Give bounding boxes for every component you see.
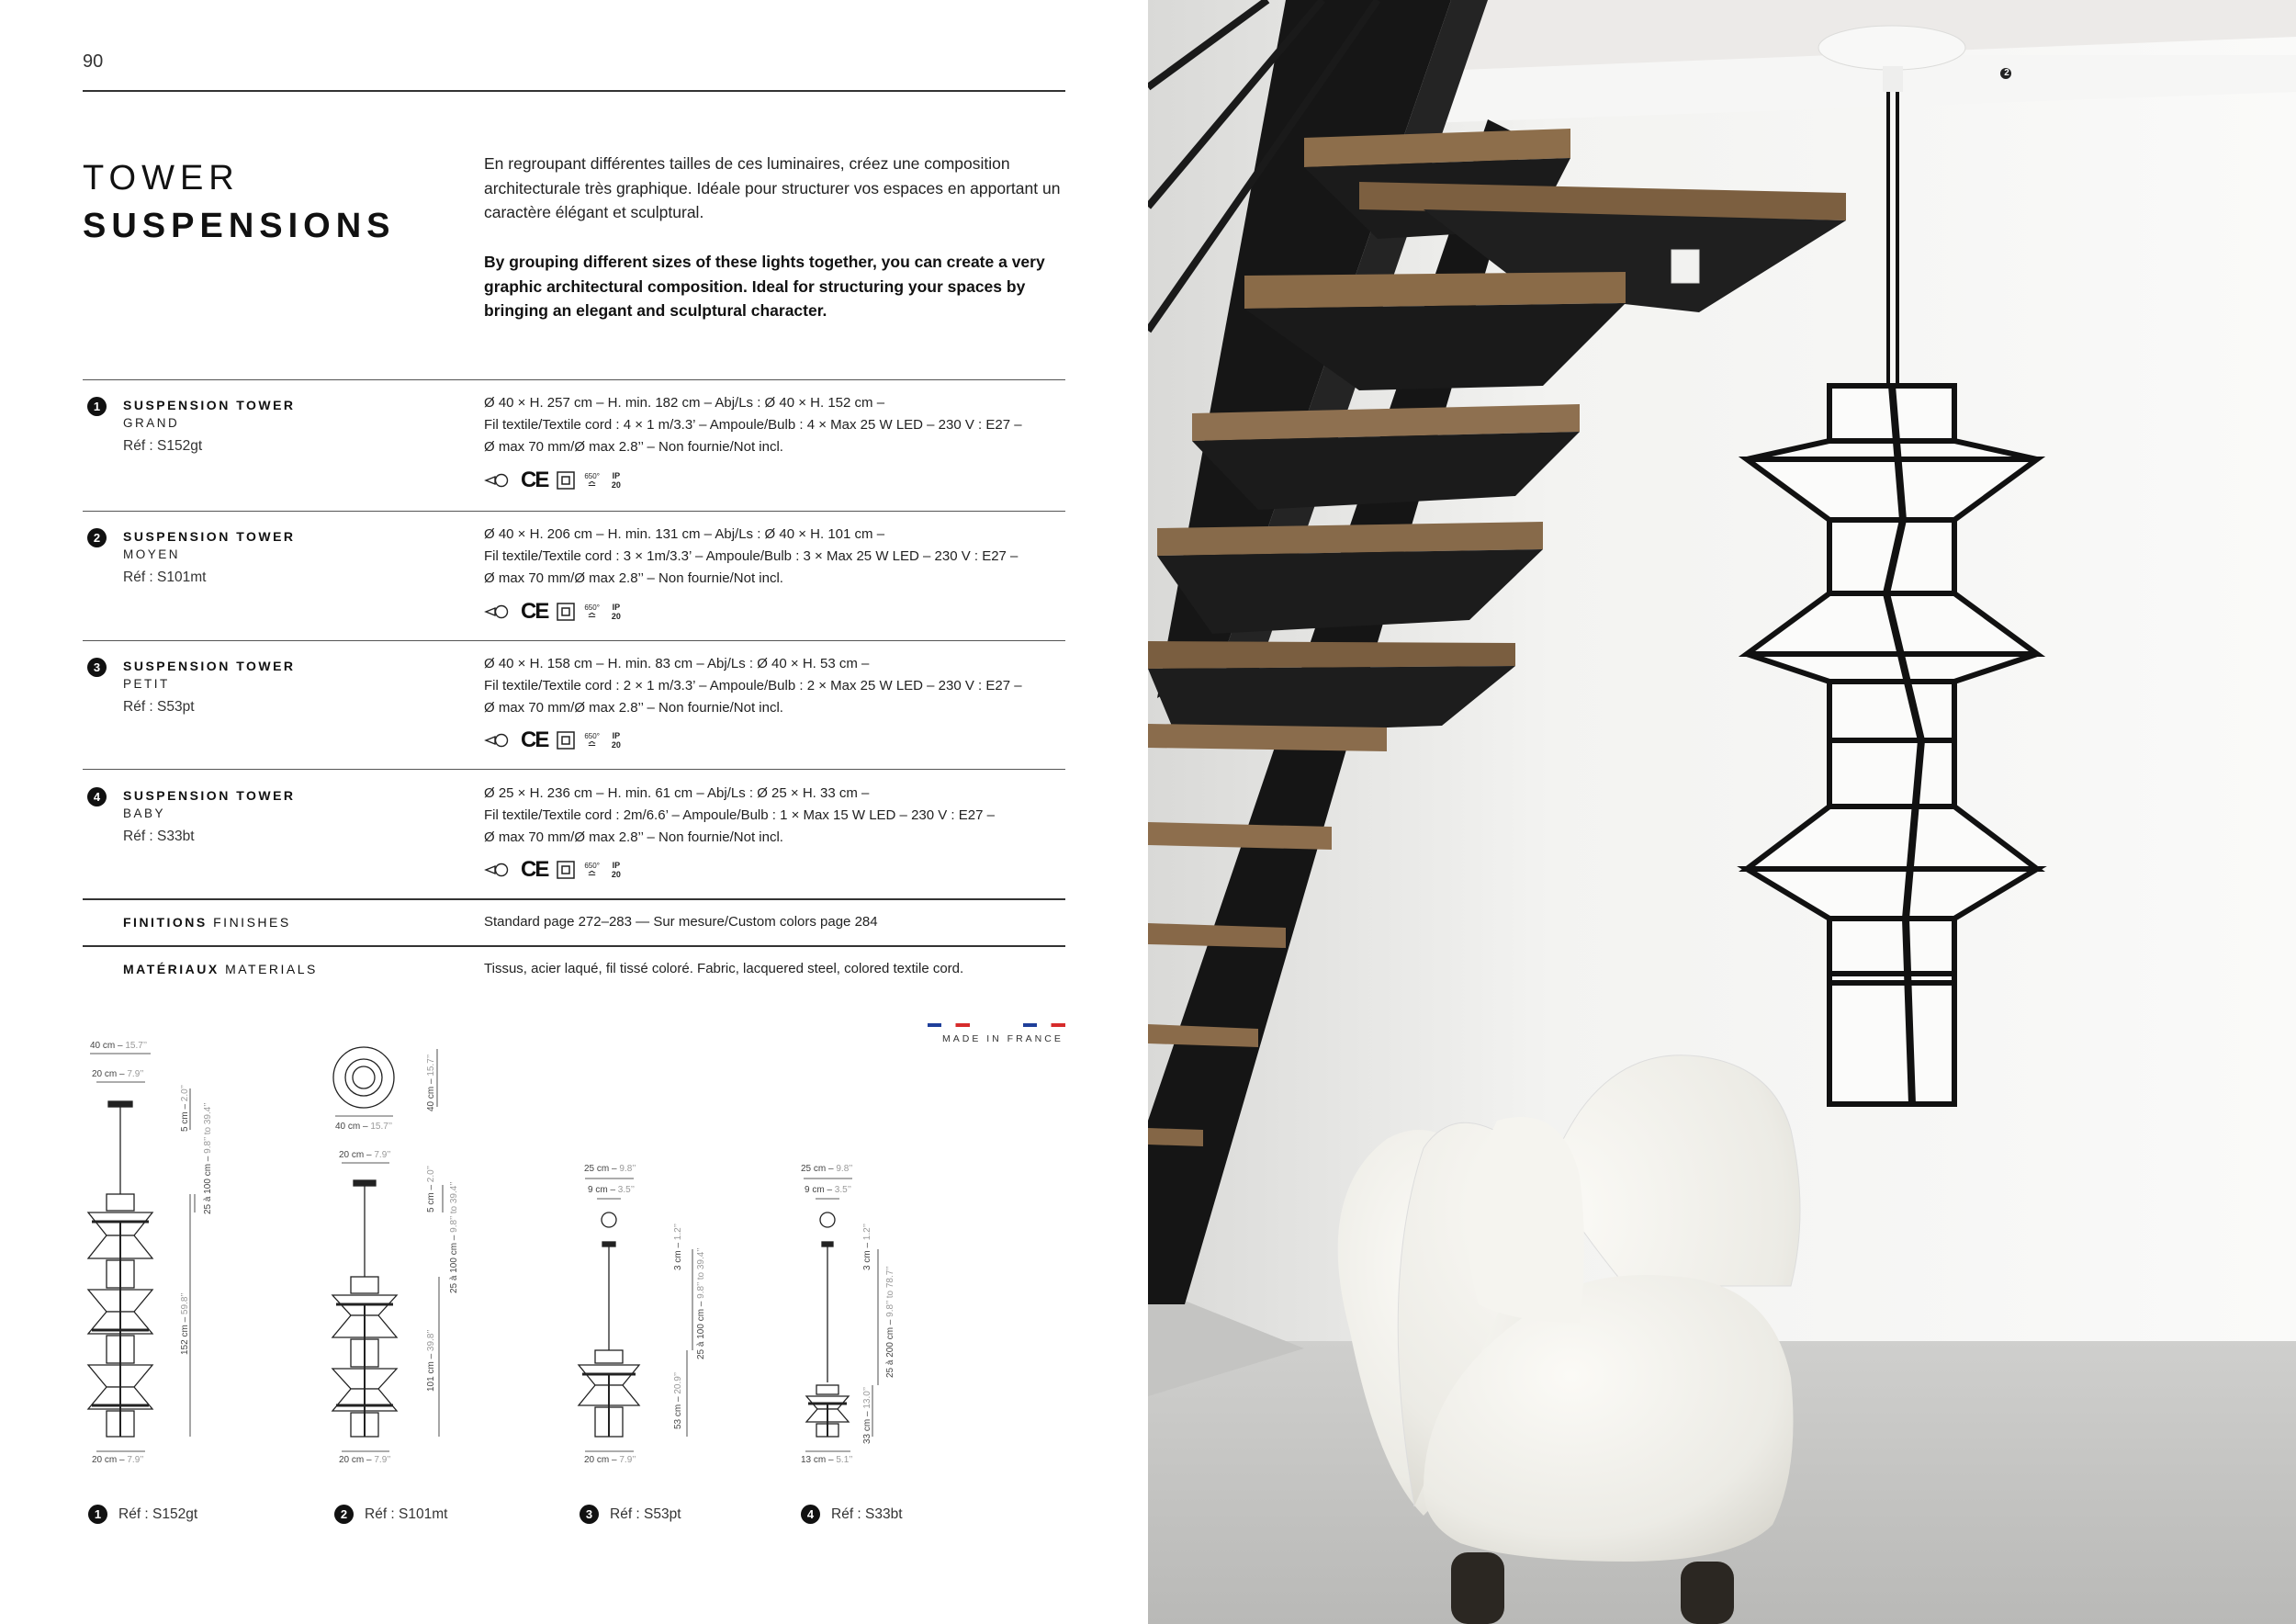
dim-cm: 5 cm – <box>180 1101 190 1132</box>
dim-inch: 9.8’’ to 39.4’’ <box>696 1247 706 1299</box>
product-reference: Réf : S101mt <box>123 570 207 585</box>
dim-inch: 15.7’’ <box>370 1122 393 1132</box>
dim-cm: 3 cm – <box>673 1240 683 1270</box>
bulb-icon <box>484 472 512 489</box>
dim-inch: 2.0’’ <box>426 1166 436 1183</box>
title-line-1: TOWER <box>83 159 240 197</box>
bulb-icon <box>484 862 512 878</box>
dim-cm: 40 cm – <box>426 1076 436 1111</box>
dim-inch: 59.8’’ <box>180 1292 190 1315</box>
drawing-ref <box>334 1505 447 1524</box>
ip-rating-icon: IP 20 <box>611 603 621 621</box>
dim-inch: 3.5’’ <box>834 1185 851 1195</box>
ce-mark-icon: CE <box>521 727 548 752</box>
drawing-ref-label: Réf : S152gt <box>118 1506 198 1522</box>
class-2-insulation-icon <box>557 731 575 750</box>
dim-inch: 9.8’’ <box>619 1164 636 1174</box>
certification-icons <box>484 728 624 752</box>
drawing-ref <box>801 1505 903 1524</box>
materials-label-fr: MATÉRIAUX <box>123 962 219 976</box>
product-reference: Réf : S33bt <box>123 829 195 844</box>
bulb-icon <box>484 603 512 620</box>
drawing-ref-label: Réf : S33bt <box>831 1506 903 1522</box>
product-spec <box>484 524 1072 590</box>
dim-label <box>426 1329 436 1392</box>
dim-inch: 2.0’’ <box>180 1085 190 1102</box>
dim-inch: 15.7’’ <box>426 1054 436 1077</box>
product-number-badge: 3 <box>87 658 107 677</box>
photo-marker-number: 2 <box>2004 68 2009 78</box>
product-reference: Réf : S53pt <box>123 699 195 715</box>
dim-cm: 25 à 100 cm – <box>696 1298 706 1359</box>
spec-bulb-size: Ø max 70 mm/Ø max 2.8’’ – Non fournie/Not incl. <box>484 829 783 845</box>
product-number-badge: 1 <box>88 1505 107 1524</box>
dim-inch: 7.9’’ <box>374 1150 391 1160</box>
flag-right <box>1023 1023 1065 1027</box>
product-name: SUSPENSION TOWER <box>123 529 296 544</box>
ip-rating-icon: IP 20 <box>611 731 621 750</box>
materials-label-en: MATERIALS <box>225 962 318 976</box>
dim-cm: 20 cm – <box>584 1455 620 1465</box>
dim-label <box>673 1372 683 1429</box>
intro-french: En regroupant différentes tailles de ces luminaires, créez une composition architecturale très graphique. Idéale pour structurer vos espaces en apportant un caractère élégant et sculptural. <box>484 154 1061 221</box>
spec-cord-bulb: Fil textile/Textile cord : 4 × 1 m/3.3’ – Ampoule/Bulb : 4 × Max 25 W LED – 230 V : E27 – <box>484 417 1022 433</box>
dim-label <box>673 1224 683 1270</box>
dim-label <box>90 1041 147 1051</box>
dim-cm: 152 cm – <box>180 1314 190 1355</box>
dim-cm: 40 cm – <box>90 1041 126 1051</box>
dim-cm: 25 cm – <box>801 1164 837 1174</box>
page-title <box>83 154 396 250</box>
finishes-label-fr: FINITIONS <box>123 915 208 930</box>
dim-cm: 20 cm – <box>339 1150 375 1160</box>
intro-english: By grouping different sizes of these lights together, you can create a very graphic architectural composition. Ideal for structuring your spaces by bringing an elegant and sculptural character. <box>484 253 1045 320</box>
class-2-insulation-icon <box>557 603 575 621</box>
drawing-ref-label: Réf : S101mt <box>365 1506 448 1522</box>
interior-scene-illustration <box>1148 0 2296 1624</box>
dim-cm: 20 cm – <box>92 1455 128 1465</box>
product-photo <box>1148 0 2296 1624</box>
product-size: BABY <box>123 806 166 820</box>
temperature-icon: 650° ≏ <box>584 472 600 491</box>
spec-bulb-size: Ø max 70 mm/Ø max 2.8’’ – Non fournie/Not incl. <box>484 439 783 455</box>
materials-label <box>123 962 318 976</box>
page-number: 90 <box>83 51 104 72</box>
product-size: MOYEN <box>123 547 181 561</box>
dim-label <box>426 1166 436 1212</box>
row-divider <box>83 640 1065 641</box>
dim-inch: 7.9’’ <box>619 1455 636 1465</box>
ce-mark-icon: CE <box>521 468 548 492</box>
product-name: SUSPENSION TOWER <box>123 398 296 412</box>
dim-inch: 9.8’’ <box>836 1164 853 1174</box>
ce-mark-icon: CE <box>521 599 548 624</box>
dim-cm: 5 cm – <box>426 1182 436 1212</box>
row-divider <box>83 769 1065 770</box>
spec-cord-bulb: Fil textile/Textile cord : 2 × 1 m/3.3’ – Ampoule/Bulb : 2 × Max 25 W LED – 230 V : E27 – <box>484 678 1022 694</box>
temperature-icon: 650° ≏ <box>584 862 600 880</box>
dim-label <box>180 1085 190 1132</box>
certification-icons <box>484 600 624 624</box>
row-divider <box>83 945 1065 947</box>
dim-label <box>696 1247 706 1359</box>
dim-cm: 25 à 100 cm – <box>203 1153 213 1214</box>
dim-cm: 25 cm – <box>584 1164 620 1174</box>
dim-label <box>426 1054 436 1111</box>
class-2-insulation-icon <box>557 861 575 879</box>
product-size: GRAND <box>123 416 180 430</box>
dim-label <box>92 1455 144 1465</box>
finishes-value: Standard page 272–283 — Sur mesure/Custom colors page 284 <box>484 914 878 930</box>
drawing-ref-label: Réf : S53pt <box>610 1506 681 1522</box>
flag-left <box>928 1023 970 1027</box>
dim-label <box>805 1185 851 1195</box>
dim-label <box>584 1455 636 1465</box>
product-spec <box>484 653 1072 719</box>
product-name: SUSPENSION TOWER <box>123 788 296 803</box>
temperature-icon: 650° ≏ <box>584 603 600 622</box>
spec-bulb-size: Ø max 70 mm/Ø max 2.8’’ – Non fournie/Not incl. <box>484 700 783 716</box>
product-name: SUSPENSION TOWER <box>123 659 296 673</box>
dim-cm: 20 cm – <box>92 1069 128 1079</box>
dim-label <box>862 1224 872 1270</box>
drawing-ref <box>580 1505 681 1524</box>
product-number-badge: 1 <box>87 397 107 416</box>
certification-icons <box>484 858 624 882</box>
certification-icons <box>484 468 624 492</box>
dim-inch: 9.8’’ to 39.4’’ <box>449 1181 459 1233</box>
spec-dimensions: Ø 25 × H. 236 cm – H. min. 61 cm – Abj/Ls : Ø 25 × H. 33 cm – <box>484 785 870 801</box>
dim-cm: 40 cm – <box>335 1122 371 1132</box>
dim-label <box>339 1150 391 1160</box>
bulb-icon <box>484 732 512 749</box>
dim-inch: 13.0’’ <box>862 1386 872 1409</box>
drawing-ref <box>88 1505 197 1524</box>
spec-dimensions: Ø 40 × H. 257 cm – H. min. 182 cm – Abj/Ls : Ø 40 × H. 152 cm – <box>484 395 885 411</box>
dim-inch: 7.9’’ <box>127 1069 144 1079</box>
product-size: PETIT <box>123 677 170 691</box>
dim-label <box>180 1292 190 1355</box>
dim-label <box>588 1185 635 1195</box>
row-divider <box>83 379 1065 380</box>
dim-cm: 101 cm – <box>426 1351 436 1392</box>
dim-inch: 9.8’’ to 39.4’’ <box>203 1102 213 1154</box>
spec-cord-bulb: Fil textile/Textile cord : 3 × 1m/3.3’ – Ampoule/Bulb : 3 × Max 25 W LED – 230 V : E27 – <box>484 548 1019 564</box>
dim-label <box>885 1266 895 1378</box>
product-number-badge: 2 <box>87 528 107 547</box>
finishes-label <box>123 915 291 930</box>
dim-inch: 1.2’’ <box>673 1224 683 1241</box>
ip-rating-icon: IP 20 <box>611 861 621 879</box>
product-number-badge: 3 <box>580 1505 599 1524</box>
dim-label <box>339 1455 391 1465</box>
dim-cm: 20 cm – <box>339 1455 375 1465</box>
dim-inch: 7.9’’ <box>127 1455 144 1465</box>
dim-cm: 3 cm – <box>862 1240 872 1270</box>
finishes-label-en: FINISHES <box>213 915 291 930</box>
product-number-badge: 4 <box>87 787 107 806</box>
top-rule <box>83 90 1065 92</box>
technical-drawings <box>0 1029 1139 1488</box>
spec-dimensions: Ø 40 × H. 206 cm – H. min. 131 cm – Abj/Ls : Ø 40 × H. 101 cm – <box>484 526 885 542</box>
spec-cord-bulb: Fil textile/Textile cord : 2m/6.6’ – Ampoule/Bulb : 1 × Max 15 W LED – 230 V : E27 – <box>484 807 995 823</box>
spec-dimensions: Ø 40 × H. 158 cm – H. min. 83 cm – Abj/Ls : Ø 40 × H. 53 cm – <box>484 656 870 671</box>
ce-mark-icon: CE <box>521 857 548 882</box>
dim-inch: 39.8’’ <box>426 1329 436 1352</box>
product-number-badge: 4 <box>801 1505 820 1524</box>
materials-value: Tissus, acier laqué, fil tissé coloré. Fabric, lacquered steel, colored textile cord. <box>484 961 964 976</box>
dim-label <box>801 1455 853 1465</box>
product-number-badge: 2 <box>334 1505 354 1524</box>
dim-cm: 25 à 100 cm – <box>449 1232 459 1293</box>
spec-bulb-size: Ø max 70 mm/Ø max 2.8’’ – Non fournie/Not incl. <box>484 570 783 586</box>
title-line-2: SUSPENSIONS <box>83 207 396 245</box>
dim-label <box>203 1102 213 1214</box>
dim-inch: 20.9’’ <box>673 1371 683 1394</box>
dim-inch: 9.8’’ to 78.7’’ <box>885 1266 895 1317</box>
ip-rating-icon: IP 20 <box>611 471 621 490</box>
dim-label <box>801 1164 853 1174</box>
product-reference: Réf : S152gt <box>123 438 203 454</box>
dim-label <box>449 1181 459 1293</box>
dim-inch: 1.2’’ <box>862 1224 872 1241</box>
row-divider <box>83 511 1065 512</box>
temperature-icon: 650° ≏ <box>584 732 600 750</box>
dim-label <box>92 1069 144 1079</box>
tower-grand-drawing <box>88 1054 195 1451</box>
dim-inch: 5.1’’ <box>836 1455 853 1465</box>
product-spec <box>484 392 1072 458</box>
made-in-france-label: MADE IN FRANCE <box>942 1033 1064 1044</box>
product-spec <box>484 783 1072 849</box>
dim-label <box>335 1122 392 1132</box>
dim-label <box>584 1164 636 1174</box>
dim-cm: 53 cm – <box>673 1393 683 1429</box>
dim-inch: 3.5’’ <box>617 1185 635 1195</box>
dim-inch: 15.7’’ <box>125 1041 148 1051</box>
dim-cm: 13 cm – <box>801 1455 837 1465</box>
row-divider <box>83 898 1065 900</box>
dim-cm: 25 à 200 cm – <box>885 1316 895 1378</box>
dim-cm: 33 cm – <box>862 1408 872 1444</box>
dim-inch: 7.9’’ <box>374 1455 391 1465</box>
dim-cm: 9 cm – <box>805 1185 835 1195</box>
class-2-insulation-icon <box>557 471 575 490</box>
dim-cm: 9 cm – <box>588 1185 618 1195</box>
dim-label <box>862 1387 872 1444</box>
